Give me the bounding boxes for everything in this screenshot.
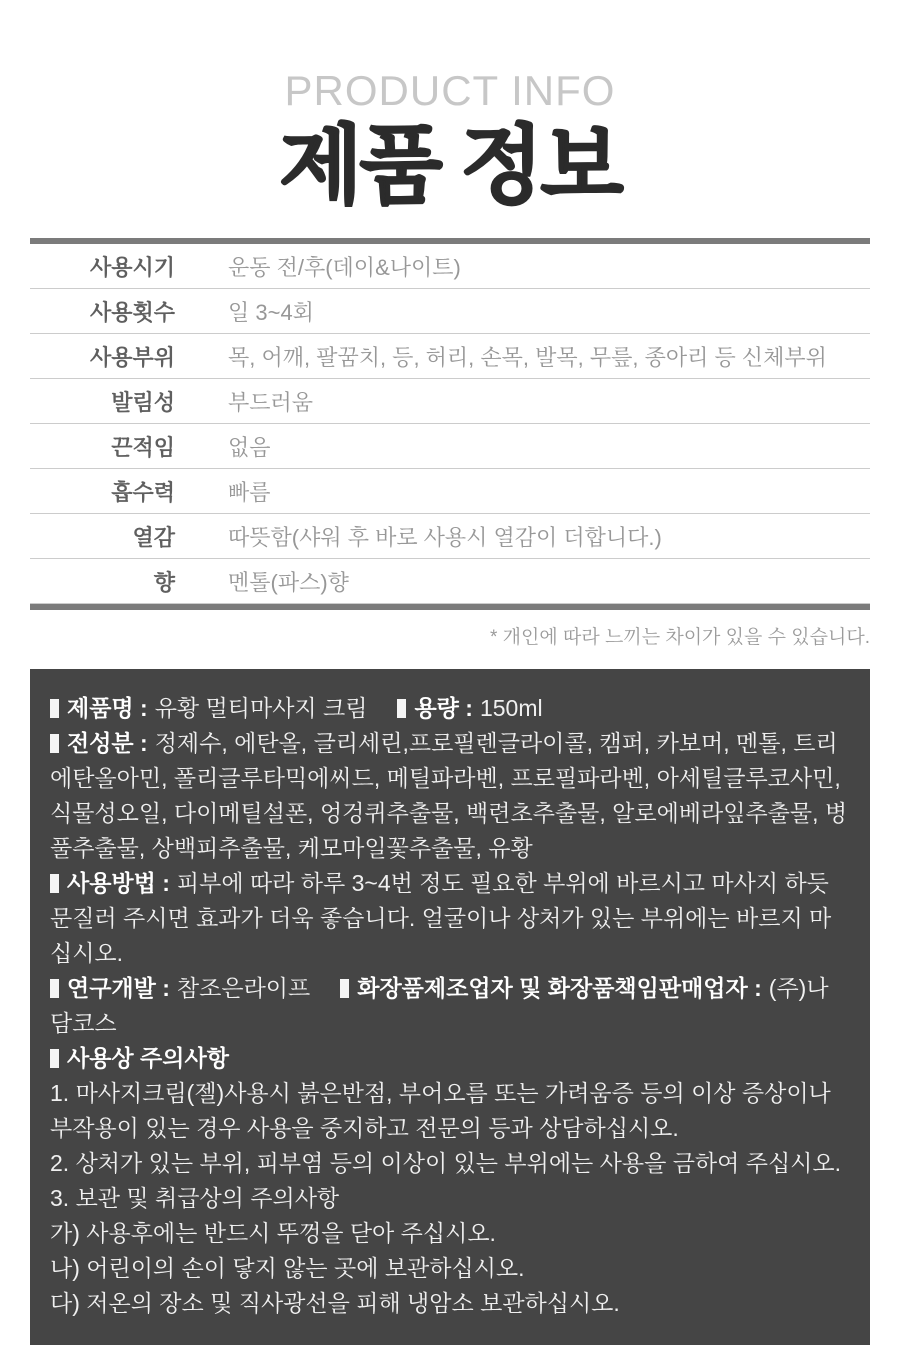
- section-marker-icon: [397, 699, 406, 718]
- row-value: 부드러움: [228, 389, 314, 415]
- row-value: 없음: [228, 434, 271, 460]
- product-name-value: 유황 멀티마사지 크림: [154, 695, 368, 721]
- page-title: 제품 정보: [279, 118, 621, 214]
- row-label: 사용횟수: [89, 299, 175, 325]
- product-name-line: [50, 691, 850, 726]
- caution-item: 2. 상처가 있는 부위, 피부염 등의 이상이 있는 부위에는 사용을 금하여 주십시오.: [50, 1150, 842, 1176]
- manufacturer-label: 화장품제조업자 및 화장품책임판매업자 :: [357, 975, 762, 1001]
- usage-label: 사용방법 :: [67, 870, 170, 896]
- page-header: [0, 0, 900, 212]
- caution-item: 나) 어린이의 손이 닿지 않는 곳에 보관하십시오.: [50, 1255, 525, 1281]
- section-marker-icon: [50, 874, 59, 893]
- ingredients-value: 정제수, 에탄올, 글리세린,프로필렌글라이콜, 캠퍼, 카보머, 멘톨, 트리에탄올아민, 폴리글루타믹에씨드, 메틸파라벤, 프로필파라벤, 아세틸글루코사민, 식물성오일, 다이메틸설폰, 엉겅퀴추출물, 백련초추출물, 알로에베라잎추출물, 병풀추출물, 상백피추출물, 케모마일꽃추출물, 유황: [50, 730, 848, 861]
- row-label: 흡수력: [111, 479, 175, 505]
- volume-value: 150ml: [479, 695, 543, 721]
- row-value: 빠름: [228, 479, 271, 505]
- table-row: [30, 379, 870, 424]
- section-marker-icon: [50, 1049, 59, 1068]
- section-marker-icon: [50, 734, 59, 753]
- table-row: [30, 289, 870, 334]
- rnd-value: 참조은라이프: [176, 975, 311, 1001]
- caution-item: 3. 보관 및 취급상의 주의사항: [50, 1185, 340, 1211]
- row-value: 일 3~4회: [228, 299, 314, 325]
- table-row: [30, 244, 870, 289]
- caution-item: 1. 마사지크림(젤)사용시 붉은반점, 부어오름 또는 가려움증 등의 이상 증상이나: [50, 1080, 831, 1106]
- ingredients-label: 전성분 :: [67, 730, 148, 756]
- rnd-manufacturer-line: [50, 971, 850, 1041]
- usage-value: 피부에 따라 하루 3~4번 정도 필요한 부위에 바르시고 마사지 하듯 문질러 주시면 효과가 더욱 좋습니다. 얼굴이나 상처가 있는 부위에는 바르지 마십시오.: [50, 870, 832, 966]
- caution-title-line: [50, 1041, 850, 1076]
- table-row: [30, 424, 870, 469]
- caution-item: 부작용이 있는 경우 사용을 중지하고 전문의 등과 상담하십시오.: [50, 1115, 679, 1141]
- spec-table: [30, 238, 870, 610]
- table-row: [30, 559, 870, 604]
- table-row: [30, 334, 870, 379]
- row-label: 사용시기: [89, 254, 175, 280]
- product-name-label: 제품명 :: [67, 695, 148, 721]
- volume-label: 용량 :: [414, 695, 473, 721]
- manufacturer-value: (주)나담코스: [50, 975, 829, 1036]
- table-row: [30, 514, 870, 559]
- section-marker-icon: [50, 699, 59, 718]
- product-detail-box: [30, 669, 870, 1345]
- row-label: 사용부위: [89, 344, 175, 370]
- usage-line: [50, 866, 850, 971]
- row-label: 향: [153, 569, 175, 595]
- row-label: 끈적임: [111, 434, 175, 460]
- row-value: 멘톨(파스)향: [228, 569, 349, 595]
- row-label: 발림성: [111, 389, 175, 415]
- caution-item: 다) 저온의 장소 및 직사광선을 피해 냉암소 보관하십시오.: [50, 1290, 620, 1316]
- row-value: 따뜻함(샤워 후 바로 사용시 열감이 더합니다.): [228, 524, 662, 550]
- individual-difference-note: * 개인에 따라 느끼는 차이가 있을 수 있습니다.: [490, 627, 870, 648]
- row-value: 운동 전/후(데이&나이트): [228, 254, 461, 280]
- section-marker-icon: [340, 979, 349, 998]
- row-label: 열감: [132, 524, 175, 550]
- table-bottom-bar: [30, 604, 870, 610]
- volume-pair: [397, 695, 542, 721]
- header-subtitle: PRODUCT INFO: [284, 67, 616, 114]
- caution-title: 사용상 주의사항: [67, 1045, 229, 1071]
- product-name-pair: [50, 695, 367, 721]
- rnd-pair: [50, 975, 310, 1001]
- section-marker-icon: [50, 979, 59, 998]
- table-row: [30, 469, 870, 514]
- ingredients-line: [50, 726, 850, 866]
- row-value: 목, 어깨, 팔꿈치, 등, 허리, 손목, 발목, 무릎, 종아리 등 신체부위: [228, 344, 827, 370]
- caution-item: 가) 사용후에는 반드시 뚜껑을 닫아 주십시오.: [50, 1220, 496, 1246]
- rnd-label: 연구개발 :: [67, 975, 170, 1001]
